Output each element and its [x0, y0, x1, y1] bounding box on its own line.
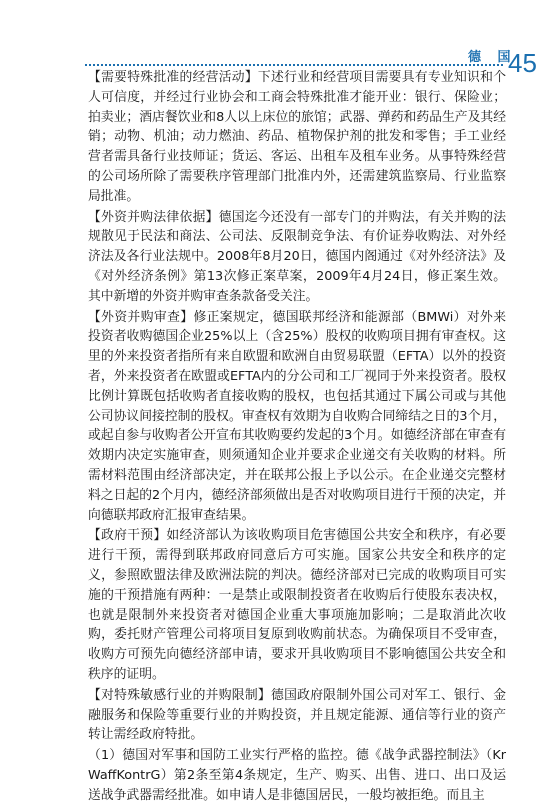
paragraph-government-intervention: 【政府干预】如经济部认为该收购项目危害德国公共安全和秩序，有必要进行干预，需得到联邦政府同意后方可实施。国家公共安全和秩序的定义，参照欧盟法律及欧洲法院的判决。德经济部对已完成的收购项目可实施的干预措施有两种：一是禁止或限制投资者在收购后行使股东表决权，也就是限制外来投资者对德国企业重大事项施加影响；二是取消此次收购，委托财产管理公司将项目复原到收购前状态。为确保项目不受审查，收购方可预先向德经济部申请，要求开具收购项目不影响德国公共安全和秩序的证明。 — [88, 528, 506, 682]
paragraph-special-approval: 【需要特殊批准的经营活动】下述行业和经营项目需要具有专业知识和个人可信度，并经过行业协会和工商会特殊批准才能开业：银行、保险业；拍卖业；酒店餐饮业和8人以上床位的旅馆；武器、弹药和药品生产及其经销；动物、机油；动力燃油、药品、植物保护剂的批发和零售；手工业经营者需具备行业技师证；货运、客运、出租车及租车业务。从事特殊经营的公司场所除了需要秩序管理部门批准内外，还需建筑监察局、行业监察局批准。 — [88, 70, 506, 204]
paragraph-military-control: （1）德国对军事和国防工业实行严格的监控。德《战争武器控制法》（KrWaffKontrG）第2条至第4条规定，生产、购买、出售、进口、出口及运送战争武器需经批准。如申请人是非德国居民，一般均被拒绝。而且主 — [88, 748, 506, 803]
header-divider — [85, 64, 503, 66]
paragraph-merger-review: 【外资并购审查】修正案规定，德国联邦经济和能源部（BMWi）对外来投资者收购德国企业25%以上（含25%）股权的收购项目拥有审查权。这里的外来投资者指所有来自欧盟和欧洲自由贸易联盟（EFTA）以外的投资者，外来投资者在欧盟或EFTA内的分公司和工厂视同于外来投资者。股权比例计算既包括收购者直接收购的股权，也包括其通过下属公司或与其他公司协议间接控制的股权。审查权有效期为自收购合同缔结之日的3个月，或起自参与收购者公开宣布其收购要约发起的3个月。如德经济部在审查有效期内决定实施审查，则须通知企业并要求企业递交有关收购的材料。所需材料范围由经济部决定，并在联邦公报上予以公示。在企业递交完整材料之日起的2个月内，德经济部须做出是否对收购项目进行干预的决定，并向德联邦政府汇报审查结果。 — [88, 309, 506, 523]
chapter-country-label: 德 国 — [468, 50, 517, 65]
page-number: 45 — [508, 48, 537, 78]
paragraph-sensitive-industries: 【对特殊敏感行业的并购限制】德国政府限制外国公司对军工、银行、金融服务和保险等重要行业的并购投资，并且规定能源、通信等行业的资产转让需经政府特批。 — [88, 687, 506, 743]
document-body — [88, 68, 506, 806]
paragraph-legal-basis: 【外资并购法律依据】德国迄今还没有一部专门的并购法，有关并购的法规散见于民法和商法、公司法、反限制竞争法、有价证券收购法、对外经济法及各行业法规中。2008年8月20日，德国内阁通过《对外经济法》及《对外经济条例》第13次修正案草案，2009年4月24日，修正案生效。其中新增的外资并购审查条款备受关注。 — [88, 209, 506, 304]
